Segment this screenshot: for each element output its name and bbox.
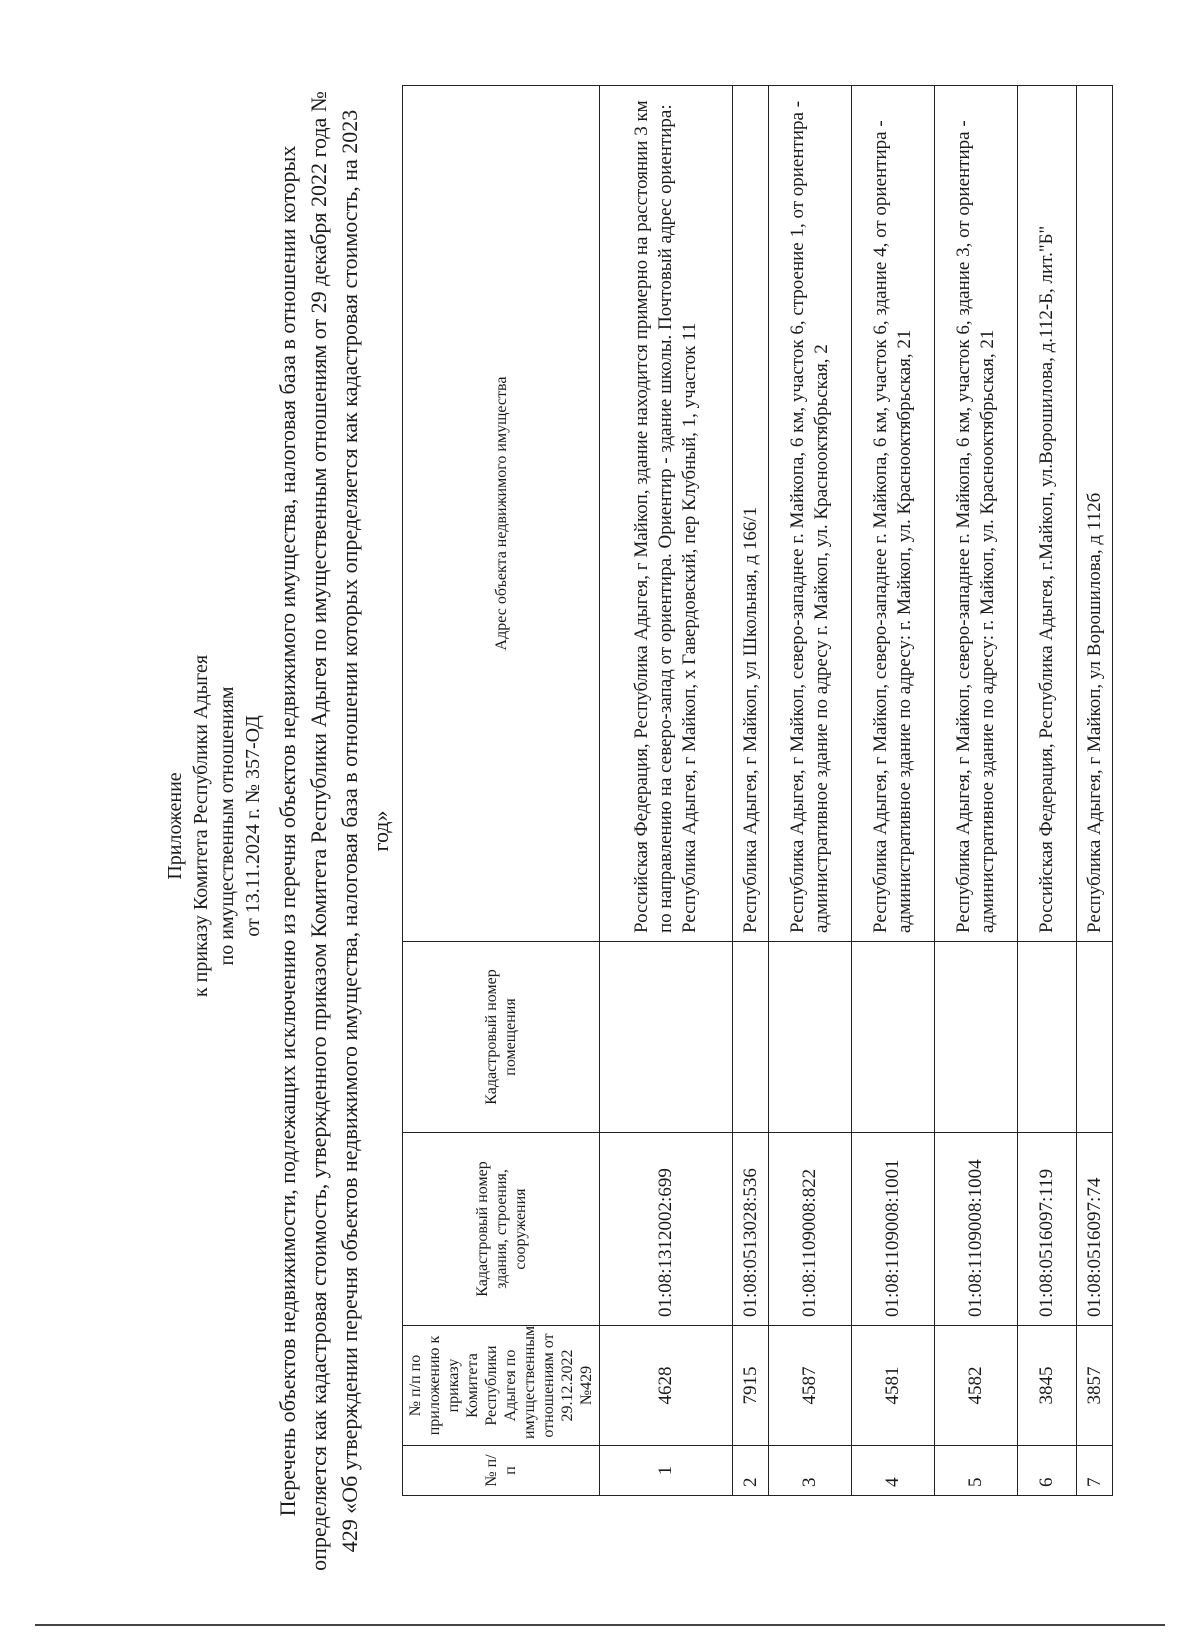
cell-order-num: 7915	[733, 1326, 769, 1446]
header-num: № п/п	[403, 1446, 600, 1496]
cell-num: 3	[769, 1446, 852, 1496]
objects-table	[402, 85, 1113, 1496]
cell-building-cadastral: 01:08:0516097:119	[1018, 1133, 1077, 1326]
cell-num: 4	[852, 1446, 935, 1496]
appendix-header	[162, 1, 266, 1651]
header-building-cadastral: Кадастровый номер здания, строения, сооружения	[403, 1133, 600, 1326]
document-title: Перечень объектов недвижимости, подлежащих исключению из перечня объектов недвижимого имущества, налоговая база в отношении которых определяется как кадастровая стоимость, утвержденного приказом Комитета Республики Адыгея по имущественным отношениям от 29 декабря 2022 года № 429 «Об утверждении перечня объектов недвижимого имущества, налоговая база в отношении которых определяется как кадастровая стоимость, на 2023 год»	[275, 91, 393, 1571]
cell-address: Республика Адыгея, г Майкоп, северо-западнее г. Майкопа, 6 км, участок 6, здание 3, от ориентира - административное здание по адресу: г. Майкоп, ул. Краснооктябрьская, 21	[935, 86, 1018, 942]
cell-num: 1	[600, 1446, 733, 1496]
cell-building-cadastral: 01:08:1109008:822	[769, 1133, 852, 1326]
table-row	[1018, 86, 1077, 1496]
table-row	[600, 86, 733, 1496]
cell-num: 6	[1018, 1446, 1077, 1496]
table-header-row	[403, 86, 600, 1496]
cell-address: Республика Адыгея, г Майкоп, северо-западнее г. Майкопа, 6 км, участок 6, здание 4, от ориентира - административное здание по адресу: г. Майкоп, ул. Краснооктябрьская, 21	[852, 86, 935, 942]
cell-address: Российская Федерация, Республика Адыгея, г Майкоп, здание находится примерно на расстоянии 3 км по направлению на северо-запад от ориентира. Ориентир - здание школы. Почтовый адрес ориентира: Республика Адыгея, г Майкоп, х Гавердовский, пер Клубный, 1, участок 11	[600, 86, 733, 942]
appendix-line-2: к приказу Комитета Республики Адыгея	[190, 654, 212, 998]
scan-edge-line	[35, 1624, 1165, 1626]
cell-order-num: 4587	[769, 1326, 852, 1446]
table-row	[1077, 86, 1113, 1496]
cell-building-cadastral: 01:08:0516097:74	[1077, 1133, 1113, 1326]
cell-premises-cadastral	[1018, 942, 1077, 1133]
cell-address: Российская Федерация, Республика Адыгея, г.Майкоп, ул.Ворошилова, д.112-Б, лит."Б"	[1018, 86, 1077, 942]
cell-address: Республика Адыгея, г Майкоп, ул Ворошилова, д 112б	[1077, 86, 1113, 942]
cell-building-cadastral: 01:08:1109008:1004	[935, 1133, 1018, 1326]
table-row	[769, 86, 852, 1496]
cell-order-num: 4628	[600, 1326, 733, 1446]
table-row	[852, 86, 935, 1496]
cell-premises-cadastral	[935, 942, 1018, 1133]
document-page	[0, 1, 1200, 1651]
cell-premises-cadastral	[600, 942, 733, 1133]
appendix-line-1: Приложение	[164, 772, 186, 880]
table-row	[935, 86, 1018, 1496]
objects-table-wrapper	[402, 86, 1113, 1496]
cell-premises-cadastral	[1077, 942, 1113, 1133]
cell-order-num: 4582	[935, 1326, 1018, 1446]
header-order-num: № п/п по приложению к приказу Комитета Республики Адыгея по имущественным отношениям от 29.12.2022 №429	[403, 1326, 600, 1446]
cell-premises-cadastral	[733, 942, 769, 1133]
cell-premises-cadastral	[769, 942, 852, 1133]
cell-num: 5	[935, 1446, 1018, 1496]
table-row	[733, 86, 769, 1496]
appendix-line-4: от 13.11.2024 г. № 357-ОД	[242, 715, 264, 937]
appendix-line-3: по имущественным отношениям	[216, 686, 238, 966]
cell-order-num: 3857	[1077, 1326, 1113, 1446]
cell-order-num: 3845	[1018, 1326, 1077, 1446]
cell-building-cadastral: 01:08:1109008:1001	[852, 1133, 935, 1326]
cell-address: Республика Адыгея, г Майкоп, северо-западнее г. Майкопа, 6 км, участок 6, строение 1, от ориентира - административное здание по адресу г. Майкоп, ул. Краснооктябрьская, 2	[769, 86, 852, 942]
cell-num: 2	[733, 1446, 769, 1496]
header-address: Адрес объекта недвижимого имущества	[403, 86, 600, 942]
header-premises-cadastral: Кадастровый номер помещения	[403, 942, 600, 1133]
cell-premises-cadastral	[852, 942, 935, 1133]
cell-num: 7	[1077, 1446, 1113, 1496]
cell-building-cadastral: 01:08:0513028:536	[733, 1133, 769, 1326]
cell-order-num: 4581	[852, 1326, 935, 1446]
cell-building-cadastral: 01:08:1312002:699	[600, 1133, 733, 1326]
cell-address: Республика Адыгея, г Майкоп, ул Школьная, д 166/1	[733, 86, 769, 942]
